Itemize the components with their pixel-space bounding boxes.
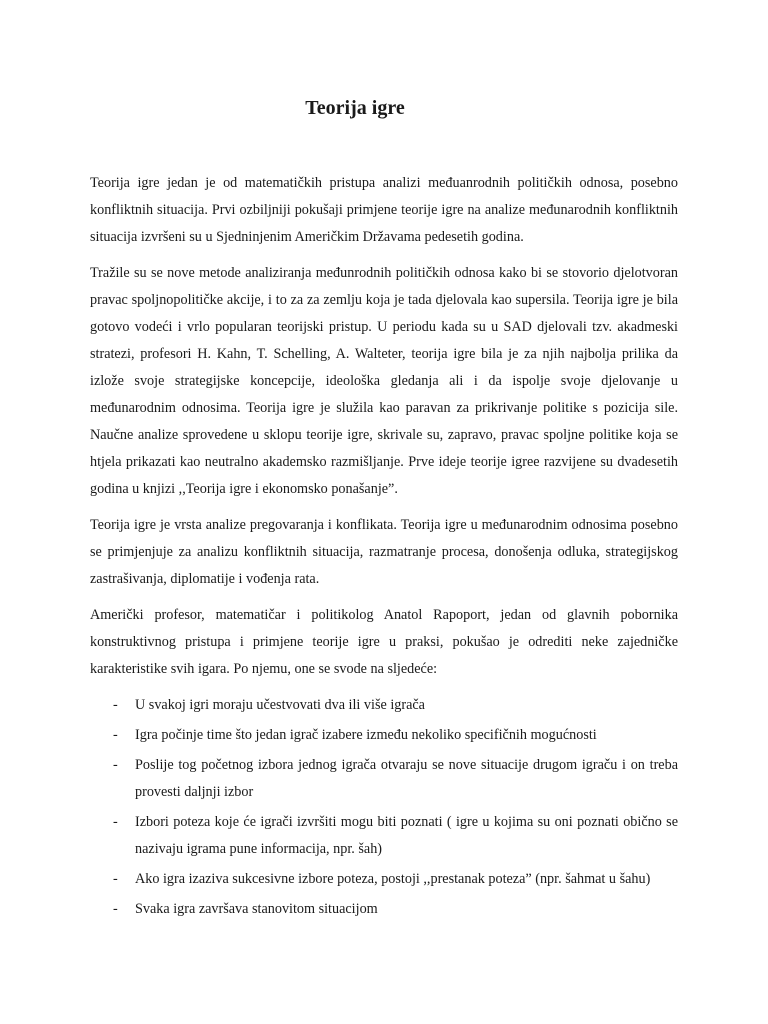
dash-bullet: - xyxy=(113,697,118,713)
list-item xyxy=(90,692,678,719)
dash-bullet: - xyxy=(113,757,118,773)
paragraph-2: Tražile su se nove metode analiziranja međunrodnih političkih odnosa kako bi se stovorio djelotvoran pravac spoljnopolitičke akcije, i to za za zemlju koja je tada djelovala kao supersila. Teorija igre je bila gotovo vodeći i vrlo popularan teorijski pristup. U periodu kada su u SAD djelovali tzv. akadmeski stratezi, profesori H. Kahn, T. Schelling, A. Walteter, teorija igre bila je za njih najbolja prilika da izlože svoje strategijske koncepcije, ideološka gledanja ali i da ispolje svoje djelovanje u međunarodnim odnosima. Teorija igre je služila kao paravan za prikrivanje politike s pozicija sile. Naučne analize sprovedene u sklopu teorije igre, skrivale su, zapravo, pravac spoljne politike koja se htjela prikazati kao neutralno akademsko razmišljanje. Prve ideje teorije igree razvijene su dvadesetih godina u knjizi ,,Teorija igre i ekonomsko ponašanje”. xyxy=(90,265,678,497)
list-item-text: Ako igra izaziva sukcesivne izbore poteza, postoji ,,prestanak poteza” (npr. šahmat u šahu) xyxy=(135,871,651,887)
list-item-text: Poslije tog početnog izbora jednog igrača otvaraju se nove situacije drugom igraču i on treba provesti daljnji izbor xyxy=(135,757,678,800)
dash-bullet: - xyxy=(113,871,118,887)
dash-bullet: - xyxy=(113,901,118,917)
paragraph-4: Američki profesor, matematičar i politikolog Anatol Rapoport, jedan od glavnih pobornika konstruktivnog pristupa i primjene teorije igre u praksi, pokušao je odrediti neke zajedničke karakteristike svih igara. Po njemu, one se svode na sljedeće: xyxy=(90,607,678,677)
paragraph-3: Teorija igre je vrsta analize pregovaranja i konflikata. Teorija igre u međunarodnim odnosima posebno se primjenjuje za analizu konfliktnih situacija, razmatranje procesa, donošenja odluka, strategijskog zastrašivanja, diplomatije i vođenja rata. xyxy=(90,517,678,587)
document-body xyxy=(90,170,678,926)
dash-bullet: - xyxy=(113,814,118,830)
characteristics-list xyxy=(90,692,678,923)
list-item-text: Igra počinje time što jedan igrač izabere između nekoliko specifičnih mogućnosti xyxy=(135,727,597,743)
list-item xyxy=(90,809,678,863)
document-title: Teorija igre xyxy=(305,97,405,119)
paragraph-1: Teorija igre jedan je od matematičkih pristupa analizi međuanrodnih političkih odnosa, posebno konfliktnih situacija. Prvi ozbiljniji pokušaji primjene teorije igre na analize međunarodnih konfliktnih situacija izvršeni su u Sjedninjenim Američkim Državama pedesetih godina. xyxy=(90,175,678,245)
list-item-text: Svaka igra završava stanovitom situacijom xyxy=(135,901,378,917)
list-item xyxy=(90,896,678,923)
list-item xyxy=(90,752,678,806)
list-item xyxy=(90,866,678,893)
list-item-text: U svakoj igri moraju učestvovati dva ili više igrača xyxy=(135,697,425,713)
list-item-text: Izbori poteza koje će igrači izvršiti mogu biti poznati ( igre u kojima su oni poznati obično se nazivaju igrama pune informacija, npr. šah) xyxy=(135,814,678,857)
dash-bullet: - xyxy=(113,727,118,743)
list-item xyxy=(90,722,678,749)
